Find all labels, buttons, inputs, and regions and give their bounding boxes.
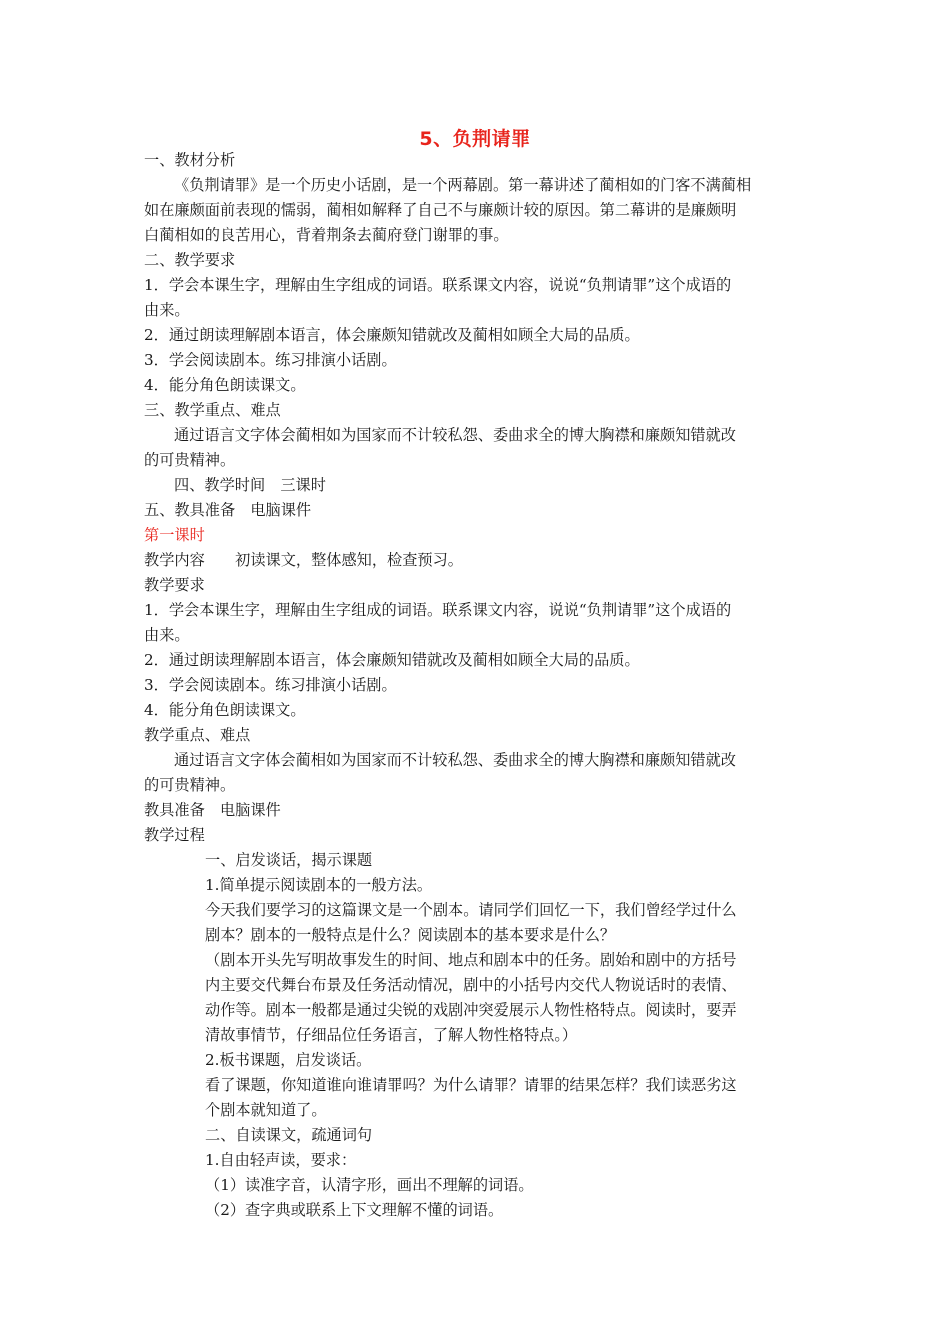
step-heading: 二、自读课文，疏通词句 [205, 1126, 373, 1144]
section-heading-4: 四、教学时间 三课时 [174, 476, 326, 494]
section-heading-3: 三、教学重点、难点 [144, 401, 281, 419]
subheading: 教学重点、难点 [144, 726, 251, 744]
list-item: 1．学会本课生字，理解由生字组成的词语。联系课文内容，说说“负荆请罪”这个成语的 [144, 276, 732, 294]
list-item-cont: 由来。 [144, 301, 190, 319]
list-item: 1．学会本课生字，理解由生字组成的词语。联系课文内容，说说“负荆请罪”这个成语的 [144, 601, 732, 619]
list-item: 4．能分角色朗读课文。 [144, 376, 306, 394]
subheading: 教学要求 [144, 576, 205, 594]
paragraph-line: （1）读准字音，认清字形，画出不理解的词语。 [205, 1176, 534, 1194]
paragraph-line: 2.板书课题，启发谈话。 [205, 1051, 372, 1069]
subheading: 教学过程 [144, 826, 205, 844]
list-item: 4．能分角色朗读课文。 [144, 701, 306, 719]
paragraph-line: 内主要交代舞台布景及任务活动情况，剧中的小括号内交代人物说话时的表情、 [205, 976, 737, 994]
paragraph-line: 清故事情节，仔细品位任务语言，了解人物性格特点。） [205, 1026, 578, 1044]
list-item: 2．通过朗读理解剧本语言，体会廉颇知错就改及蔺相如顾全大局的品质。 [144, 651, 640, 669]
paragraph-line: （2）查字典或联系上下文理解不懂的词语。 [205, 1201, 504, 1219]
paragraph-line: 白蔺相如的良苦用心，背着荆条去蔺府登门谢罪的事。 [144, 226, 509, 244]
step-heading: 一、启发谈话，揭示课题 [205, 851, 373, 869]
paragraph-line: 教具准备 电脑课件 [144, 801, 281, 819]
paragraph-line: 今天我们要学习的这篇课文是一个剧本。请同学们回忆一下，我们曾经学过什么 [205, 901, 737, 919]
paragraph-line: 剧本？剧本的一般特点是什么？阅读剧本的基本要求是什么？ [205, 926, 616, 944]
paragraph-line: 1.简单提示阅读剧本的一般方法。 [205, 876, 433, 894]
paragraph-line: 通过语言文字体会蔺相如为国家而不计较私怨、委曲求全的博大胸襟和廉颇知错就改 [174, 426, 736, 444]
paragraph-line: 看了课题，你知道谁向谁请罪吗？为什么请罪？请罪的结果怎样？我们读恶劣这 [205, 1076, 737, 1094]
document-title: 5、负荆请罪 [419, 128, 531, 150]
paragraph-line: 的可贵精神。 [144, 776, 236, 794]
paragraph-line: 的可贵精神。 [144, 451, 236, 469]
paragraph-line: 教学内容 初读课文，整体感知，检查预习。 [144, 551, 463, 569]
paragraph-line: 如在廉颇面前表现的懦弱，蔺相如解释了自己不与廉颇计较的原因。第二幕讲的是廉颇明 [144, 201, 737, 219]
paragraph-line: 《负荆请罪》是一个历史小话剧，是一个两幕剧。第一幕讲述了蔺相如的门客不满蔺相 [174, 176, 752, 194]
paragraph-line: 动作等。剧本一般都是通过尖锐的戏剧冲突爱展示人物性格特点。阅读时，要弄 [205, 1001, 737, 1019]
list-item: 3．学会阅读剧本。练习排演小话剧。 [144, 676, 397, 694]
paragraph-line: （剧本开头先写明故事发生的时间、地点和剧本中的任务。剧始和剧中的方括号 [205, 951, 737, 969]
paragraph-line: 1.自由轻声读，要求： [205, 1151, 357, 1169]
list-item-cont: 由来。 [144, 626, 190, 644]
list-item: 2．通过朗读理解剧本语言，体会廉颇知错就改及蔺相如顾全大局的品质。 [144, 326, 640, 344]
section-heading-2: 二、教学要求 [144, 251, 236, 269]
paragraph-line: 通过语言文字体会蔺相如为国家而不计较私怨、委曲求全的博大胸襟和廉颇知错就改 [174, 751, 736, 769]
paragraph-line: 个剧本就知道了。 [205, 1101, 327, 1119]
section-heading-5: 五、教具准备 电脑课件 [144, 501, 312, 519]
list-item: 3．学会阅读剧本。练习排演小话剧。 [144, 351, 397, 369]
lesson-heading: 第一课时 [144, 526, 205, 544]
section-heading-1: 一、教材分析 [144, 151, 236, 169]
